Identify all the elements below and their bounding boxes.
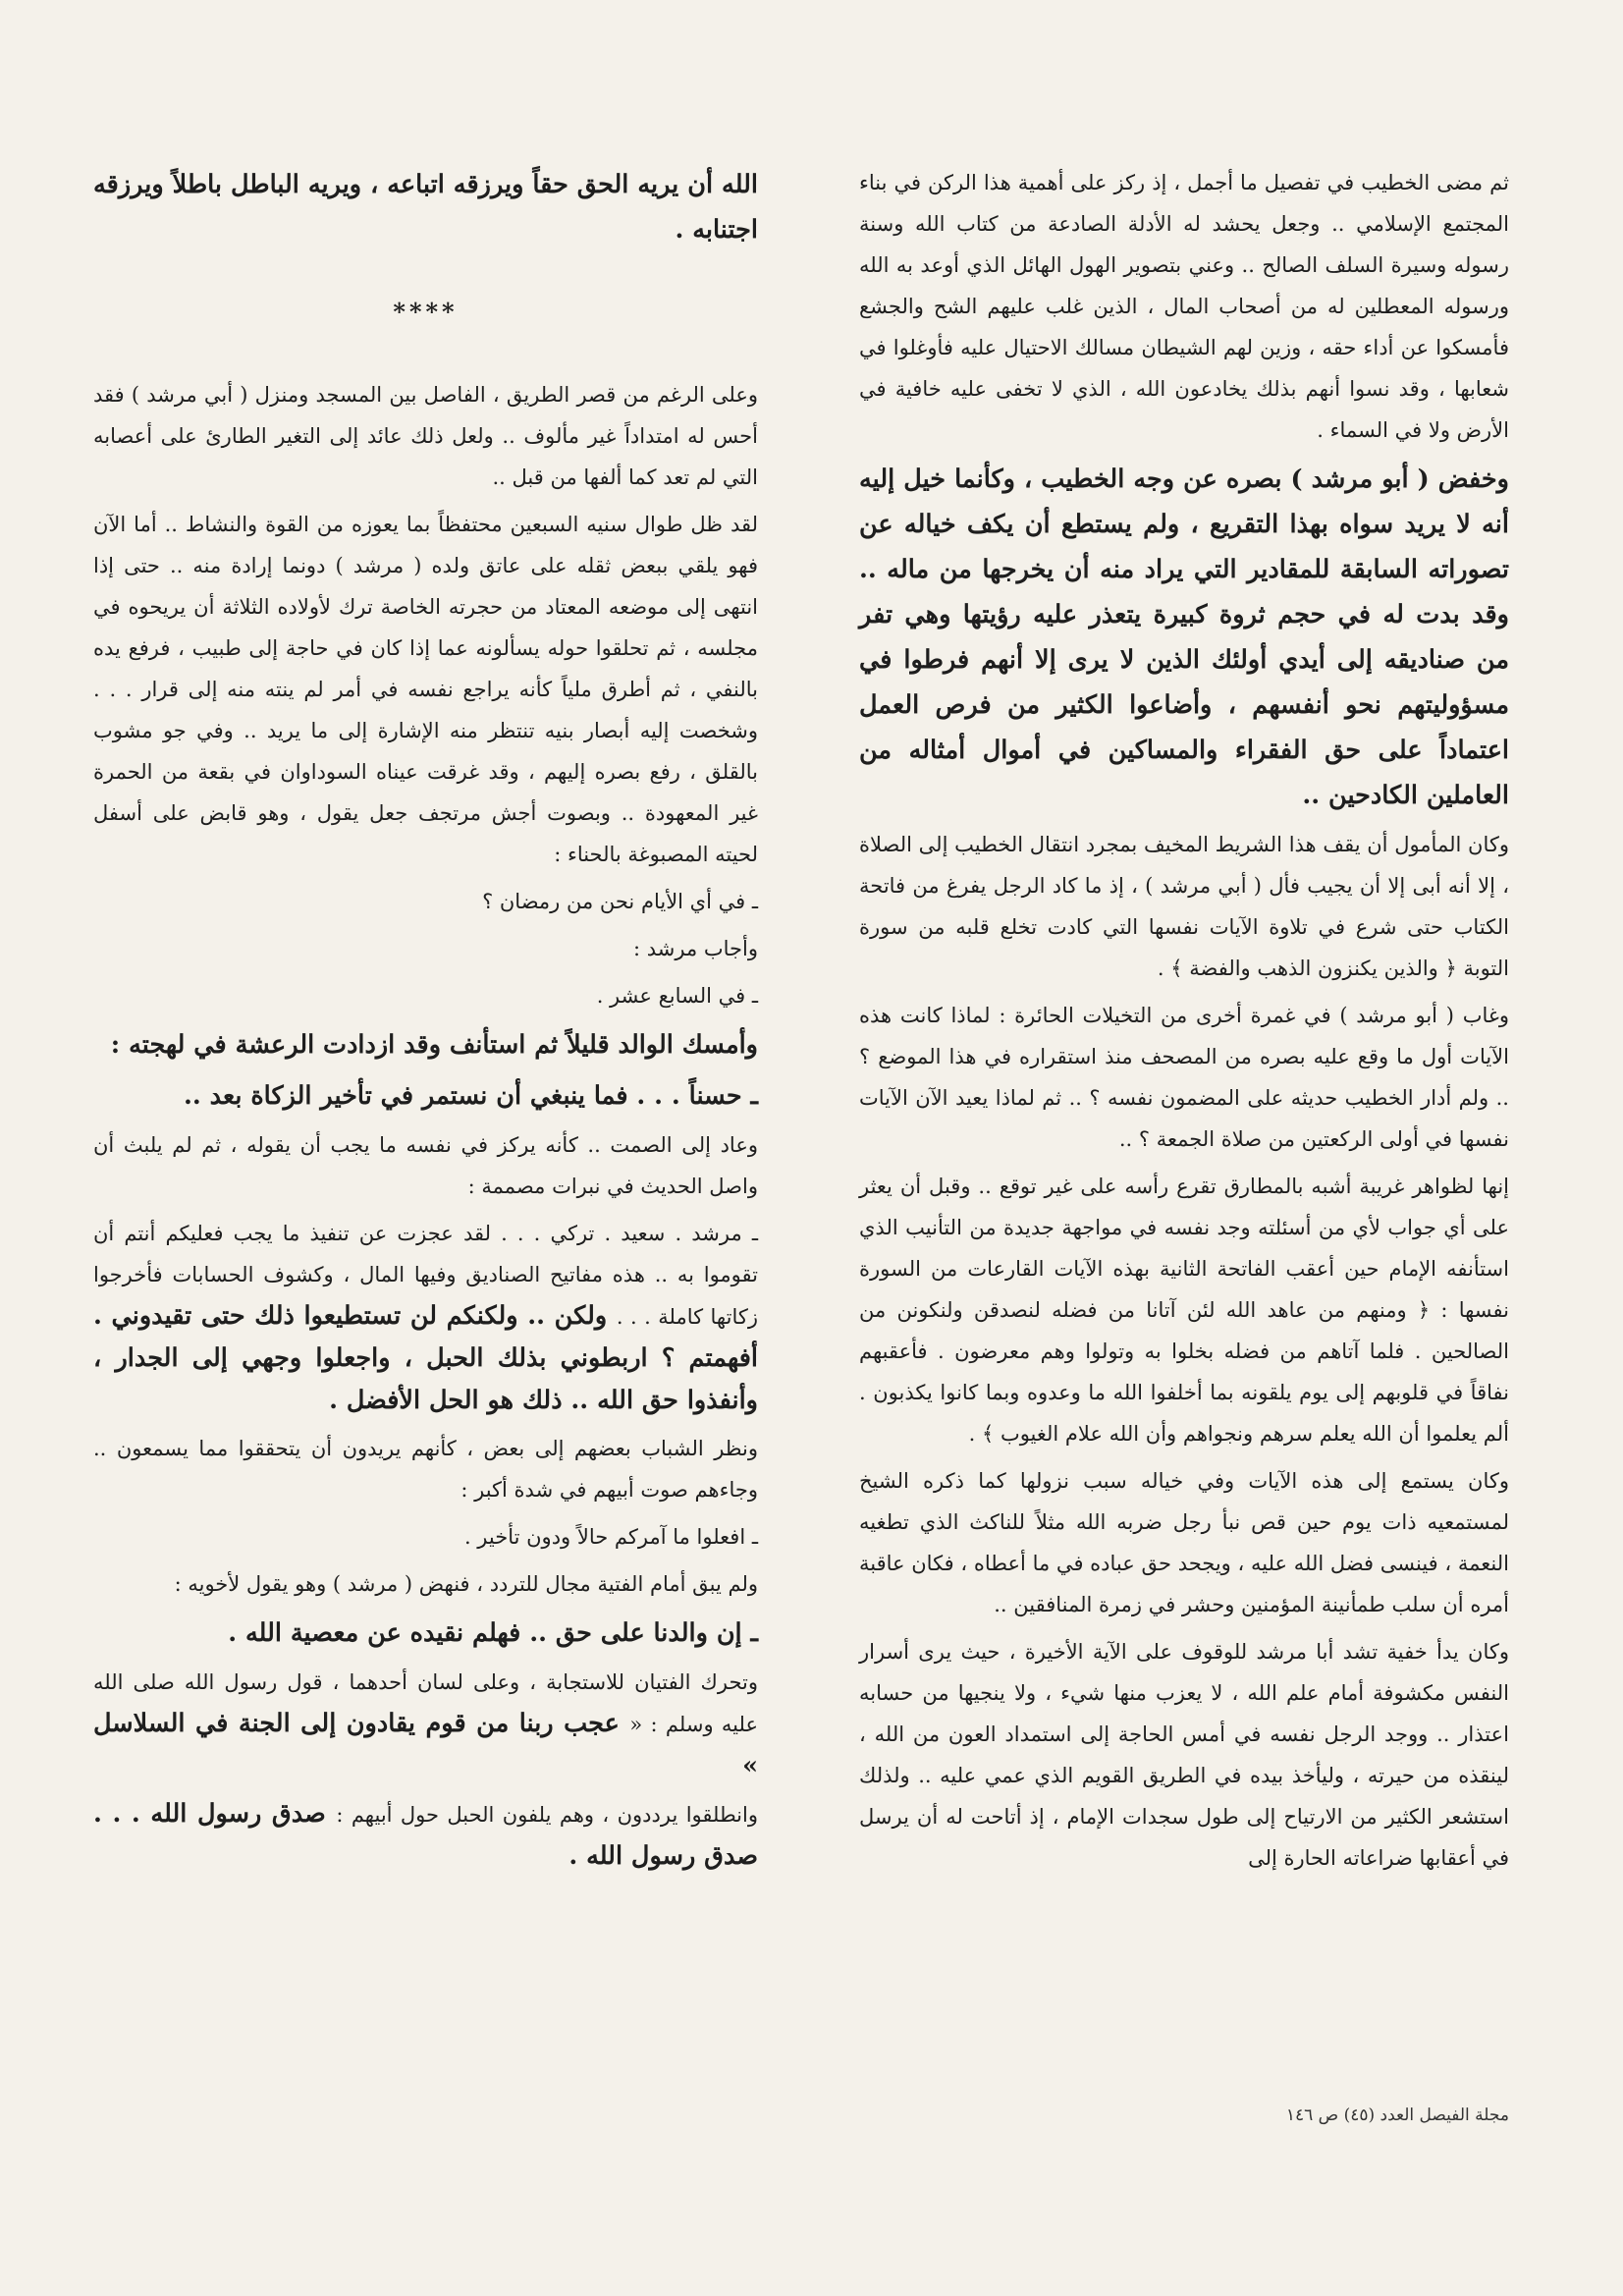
paragraph: إنها لظواهر غريبة أشبه بالمطارق تقرع رأسه على غير توقع .. وقبل أن يعثر على أي جواب لأي من أسئلته وجد نفسه في مواجهة جديدة من التأنيب الذي استأنفه الإمام حين أعقب الفاتحة الثانية بهذه الآيات القارعات من السورة نفسها : ﴿ ومنهم من عاهد الله لئن آتانا من فضله لنصدقن ولنكونن من الصالحين . فلما آتاهم من فضله بخلوا به وتولوا وهم معرضون . فأعقبهم نفاقاً في قلوبهم إلى يوم يلقونه بما أخلفوا الله ما وعدوه وبما كانوا يكذبون . ألم يعلموا أن الله يعلم سرهم ونجواهم وأن الله علام الغيوب ﴾ . <box>859 1175 1509 1446</box>
paragraph: وكان يدأ خفية تشد أبا مرشد للوقوف على الآية الأخيرة ، حيث يرى أسرار النفس مكشوفة أمام علم الله ، لا يعزب منها شيء ، ولا ينجيها من حسابه اعتذار .. ووجد الرجل نفسه في أمس الحاجة إلى استمداد العون من الله ، لينقذه من حيرته ، وليأخذ بيده في الطريق القويم الذي عمي عليه .. ولذلك استشعر الكثير من الارتياح إلى طول سجدات الإمام ، إذ أتاحت له أن يرسل في أعقابها ضراعاته الحارة إلى <box>859 1640 1509 1870</box>
section-separator: **** <box>393 298 459 326</box>
paragraph <box>93 1213 758 1422</box>
paragraph: وعلى الرغم من قصر الطريق ، الفاصل بين المسجد ومنزل ( أبي مرشد ) فقد أحس له امتداداً غير مألوف .. ولعل ذلك عائد إلى التغير الطارئ على أعصابه التي لم تعد كما ألفها من قبل .. <box>93 383 758 489</box>
paragraph: وغاب ( أبو مرشد ) في غمرة أخرى من التخيلات الحائرة : لماذا كانت هذه الآيات أول ما وقع عليه بصره من المصحف منذ استقراره في هذا الموضع ؟ .. ولم أدار الخطيب حديثه على المضمون نفسه ؟ .. ثم لماذا يعيد الآن الآيات نفسها في أولى الركعتين من صلاة الجمعة ؟ .. <box>859 1004 1509 1151</box>
paragraph: ـ في أي الأيام نحن من رمضان ؟ <box>482 890 758 913</box>
paragraph-emphasis: ولكن .. ولكنكم لن تستطيعوا ذلك حتى تقيدوني . أفهمتم ؟ اربطوني بذلك الحبل ، واجعلوا وجهي إلى الجدار ، وأنفذوا حق الله .. ذلك هو الحل الأفضل . <box>93 1301 758 1415</box>
paragraph: ولم يبق أمام الفتية مجال للتردد ، فنهض ( مرشد ) وهو يقول لأخويه : <box>174 1572 758 1596</box>
paragraph: وأجاب مرشد : <box>632 937 758 960</box>
paragraph-emphasis: صدق رسول الله . . . صدق رسول الله . <box>93 1799 758 1871</box>
paragraph: ـ افعلوا ما آمركم حالاً ودون تأخير . <box>463 1525 758 1549</box>
paragraph: ـ حسناً . . . فما ينبغي أن نستمر في تأخير الزكاة بعد .. <box>184 1081 758 1111</box>
paragraph: وكان يستمع إلى هذه الآيات وفي خياله سبب نزولها كما ذكره الشيخ لمستمعيه ذات يوم حين قص نبأ رجل ضربه الله مثلاً للناكث الذي تطغيه النعمة ، فينسى فضل الله عليه ، ويجحد حق عباده في ما أعطاه ، فكان عاقبة أمره أن سلب طمأنينة المؤمنين وحشر في زمرة المنافقين .. <box>859 1469 1509 1616</box>
paragraph: ثم مضى الخطيب في تفصيل ما أجمل ، إذ ركز على أهمية هذا الركن في بناء المجتمع الإسلامي .. وجعل يحشد له الأدلة الصادعة من كتاب الله وسنة رسوله وسيرة السلف الصالح .. وعني بتصوير الهول الهائل الذي أوعد به الله ورسوله المعطلين له من أصحاب المال ، الذين غلب عليهم الشح والجشع فأمسكوا عن أداء حقه ، وزين لهم الشيطان مسالك الاحتيال عليه فأوغلوا في شعابها ، وقد نسوا أنهم بذلك يخادعون الله ، الذي لا تخفى عليه خافية في الأرض ولا في السماء . <box>859 171 1510 442</box>
right-column <box>859 162 1509 1885</box>
left-column <box>93 162 758 1884</box>
paragraph-emphasis: عجب ربنا من قوم يقادون إلى الجنة في السلاسل » <box>93 1709 758 1780</box>
paragraph: وعاد إلى الصمت .. كأنه يركز في نفسه ما يجب أن يقوله ، ثم لم يلبث أن واصل الحديث في نبرات مصممة : <box>93 1133 758 1198</box>
page-footer: مجلة الفيصل العدد (٤٥) ص ١٤٦ <box>1285 2105 1509 2125</box>
paragraph: وأمسك الوالد قليلاً ثم استأنف وقد ازدادت الرعشة في لهجته : <box>110 1030 758 1060</box>
paragraph: الله أن يريه الحق حقاً ويرزقه اتباعه ، ويريه الباطل باطلاً ويرزقه اجتنابه . <box>93 170 758 245</box>
paragraph-text: وانطلقوا يرددون ، وهم يلفون الحبل حول أبيهم : <box>336 1803 758 1827</box>
paragraph: ـ إن والدنا على حق .. فهلم نقيده عن معصية الله . <box>228 1618 758 1648</box>
paragraph: وكان المأمول أن يقف هذا الشريط المخيف بمجرد انتقال الخطيب إلى الصلاة ، إلا أنه أبى إلا أن يجيب فأل ( أبي مرشد ) ، إذ ما كاد الرجل يفرغ من فاتحة الكتاب حتى شرع في تلاوة الآيات نفسها التي كادت تخلع قلبه من سورة التوبة ﴿ والذين يكنزون الذهب والفضة ﴾ . <box>859 833 1509 980</box>
paragraph: وخفض ( أبو مرشد ) بصره عن وجه الخطيب ، وكأنما خيل إليه أنه لا يريد سواه بهذا التقريع ، ولم يستطع أن يكف خياله عن تصوراته السابقة للمقادير التي يراد منه أن يخرجها من ماله .. وقد بدت له في حجم ثروة كبيرة يتعذر عليه رؤيتها وهي تفر من صناديقه إلى أيدي أولئك الذين لا يرى إلا أنهم فرطوا في مسؤوليتهم نحو أنفسهم ، وأضاعوا الكثير من فرص العمل اعتماداً على حق الفقراء والمساكين في أموال أمثاله من العاملين الكادحين .. <box>859 465 1509 810</box>
paragraph: ـ في السابع عشر . <box>596 984 758 1008</box>
paragraph <box>93 1662 758 1787</box>
paragraph <box>93 1793 758 1878</box>
paragraph-text: ـ مرشد . سعيد . تركي . . . لقد عجزت عن تنفيذ ما يجب فعليكم أنتم أن تقوموا به .. هذه مفاتيح الصناديق وفيها المال ، وكشوف الحسابات فأخرجوا زكاتها كاملة . . . <box>93 1222 758 1329</box>
paragraph-text: وتحرك الفتيان للاستجابة ، وعلى لسان أحدهما ، قول رسول الله صلى الله عليه وسلم : « <box>93 1670 758 1736</box>
paragraph: ونظر الشباب بعضهم إلى بعض ، كأنهم يريدون أن يتحققوا مما يسمعون .. وجاءهم صوت أبيهم في شدة أكبر : <box>93 1437 758 1502</box>
paragraph: لقد ظل طوال سنيه السبعين محتفظاً بما يعوزه من القوة والنشاط .. أما الآن فهو يلقي ببعض ثقله على عاتق ولده ( مرشد ) دونما إرادة منه .. حتى إذا انتهى إلى موضعه المعتاد من حجرته الخاصة ترك لأولاده الثلاثة أن يريحوه في مجلسه ، ثم تحلقوا حوله يسألونه عما إذا كان في حاجة إلى طبيب ، فرفع يده بالنفي ، ثم أطرق ملياً كأنه يراجع نفسه في أمر لم ينته منه إلى قرار . . . وشخصت إليه أبصار بنيه تنتظر منه الإشارة إلى ما يريد .. وفي جو مشوب بالقلق ، رفع بصره إليهم ، وقد غرقت عيناه السوداوان في بقعة من الحمرة غير المعهودة .. وبصوت أجش مرتجف جعل يقول ، وهو قابض على أسفل لحيته المصبوغة بالحناء : <box>93 513 758 866</box>
